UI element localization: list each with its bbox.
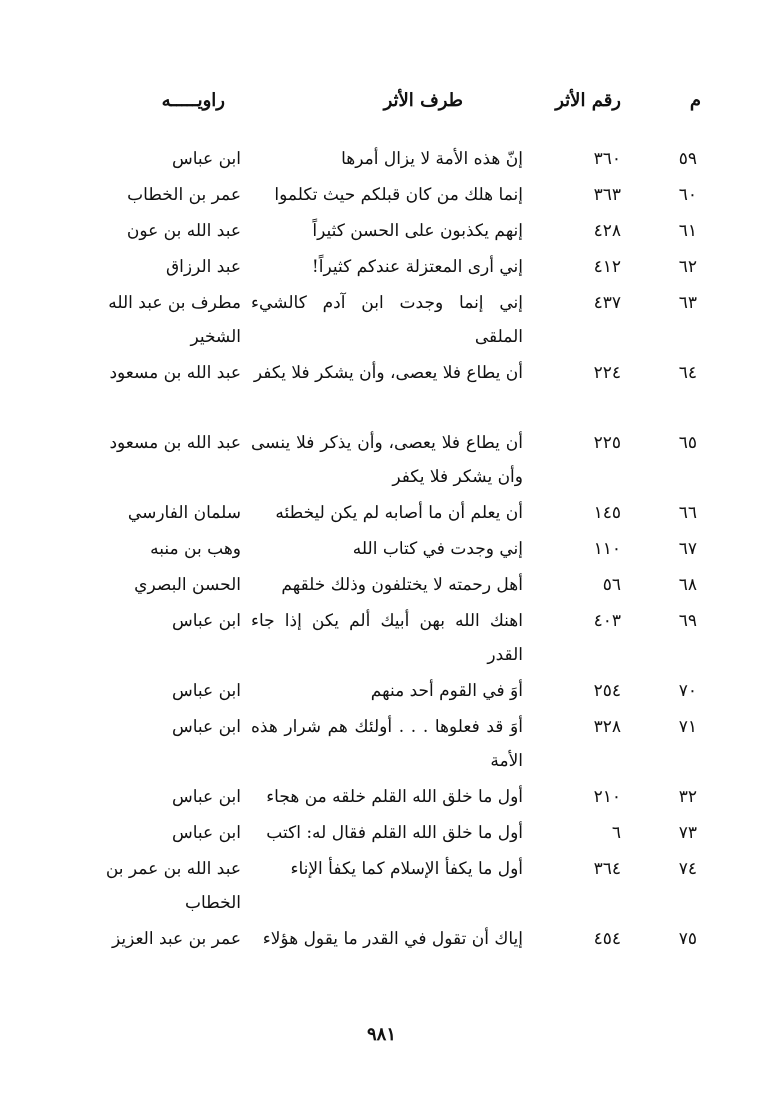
row-serial: ٦٦ bbox=[678, 503, 697, 523]
row-athar-number: ٦ bbox=[611, 823, 621, 843]
row-serial: ٦٥ bbox=[678, 433, 697, 453]
row-narrator: عبد الله بن مسعود bbox=[109, 363, 241, 383]
row-athar-text: اهنك الله بهن أبيك ألم يكن إذا جاء القدر bbox=[251, 611, 523, 665]
table-row bbox=[0, 142, 763, 178]
row-serial: ٧٣ bbox=[678, 823, 697, 843]
table-row bbox=[0, 674, 763, 710]
row-athar-text: إياك أن تقول في القدر ما يقول هؤلاء bbox=[262, 929, 523, 949]
row-narrator: عبد الله بن عمر بن الخطاب bbox=[105, 859, 241, 913]
row-athar-number: ٤٣٧ bbox=[593, 293, 621, 313]
row-serial: ٦٠ bbox=[678, 185, 697, 205]
row-athar-text: أول ما خلق الله القلم فقال له: اكتب bbox=[266, 823, 523, 843]
row-athar-text: أن يعلم أن ما أصابه لم يكن ليخطئه bbox=[275, 503, 523, 523]
row-narrator: سلمان الفارسي bbox=[127, 503, 241, 523]
row-athar-number: ١١٠ bbox=[593, 539, 621, 559]
row-athar-number: ٣٦٤ bbox=[593, 859, 621, 879]
row-athar-number: ١٤٥ bbox=[593, 503, 621, 523]
row-narrator: الحسن البصري bbox=[134, 575, 241, 595]
table-row bbox=[0, 816, 763, 852]
header-m: م bbox=[689, 90, 701, 111]
index-table bbox=[0, 142, 763, 992]
table-row bbox=[0, 286, 763, 356]
row-serial: ٧٤ bbox=[678, 859, 697, 879]
row-athar-text: أوَ في القوم أحد منهم bbox=[370, 681, 523, 701]
row-athar-text: إنهم يكذبون على الحسن كثيراً bbox=[312, 221, 523, 241]
row-serial: ٧١ bbox=[678, 717, 697, 737]
row-athar-text: أول ما خلق الله القلم خلقه من هجاء bbox=[266, 787, 523, 807]
row-serial: ٧٠ bbox=[678, 681, 697, 701]
table-row bbox=[0, 922, 763, 992]
row-narrator: مطرف بن عبد الله الشخير bbox=[108, 293, 241, 347]
header-athar-number: رقم الأثر bbox=[555, 90, 621, 111]
row-athar-text: إني إنما وجدت ابن آدم كالشيء الملقى bbox=[251, 293, 523, 347]
row-athar-number: ٤٥٤ bbox=[593, 929, 621, 949]
header-athar-text: طرف الأثر bbox=[383, 90, 463, 111]
table-row bbox=[0, 214, 763, 250]
table-row bbox=[0, 250, 763, 286]
table-row bbox=[0, 496, 763, 532]
row-athar-text: إنما هلك من كان قبلكم حيث تكلموا bbox=[274, 185, 523, 205]
row-serial: ٦٤ bbox=[678, 363, 697, 383]
table-row bbox=[0, 568, 763, 604]
row-serial: ٦٧ bbox=[678, 539, 697, 559]
header-narrator: راويـــــه bbox=[161, 90, 225, 111]
row-narrator: عمر بن الخطاب bbox=[127, 185, 241, 205]
row-athar-text: أن يطاع فلا يعصى، وأن يشكر فلا يكفر bbox=[253, 363, 523, 383]
table-row bbox=[0, 426, 763, 496]
row-narrator: ابن عباس bbox=[171, 681, 241, 701]
row-athar-number: ٢١٠ bbox=[593, 787, 621, 807]
row-narrator: عبد الله بن عون bbox=[126, 221, 241, 241]
row-narrator: عبد الرزاق bbox=[165, 257, 241, 277]
row-athar-number: ٣٦٣ bbox=[593, 185, 621, 205]
row-serial: ٦٩ bbox=[678, 611, 697, 631]
row-narrator: ابن عباس bbox=[171, 717, 241, 737]
row-athar-number: ٤٢٨ bbox=[593, 221, 621, 241]
row-athar-number: ٣٦٠ bbox=[593, 149, 621, 169]
row-athar-number: ٢٥٤ bbox=[593, 681, 621, 701]
row-athar-number: ٥٦ bbox=[602, 575, 621, 595]
row-athar-text: أن يطاع فلا يعصى، وأن يذكر فلا ينسى وأن يشكر فلا يكفر bbox=[251, 433, 523, 487]
row-athar-text: إنّ هذه الأمة لا يزال أمرها bbox=[341, 149, 523, 169]
row-athar-number: ٤٠٣ bbox=[593, 611, 621, 631]
row-serial: ٣٢ bbox=[678, 787, 697, 807]
row-serial: ٧٥ bbox=[678, 929, 697, 949]
row-narrator: ابن عباس bbox=[171, 823, 241, 843]
table-row bbox=[0, 532, 763, 568]
row-athar-number: ٢٢٥ bbox=[593, 433, 621, 453]
row-serial: ٦٣ bbox=[678, 293, 697, 313]
table-row bbox=[0, 178, 763, 214]
row-serial: ٥٩ bbox=[678, 149, 697, 169]
table-row bbox=[0, 604, 763, 674]
table-header bbox=[0, 90, 763, 122]
row-narrator: ابن عباس bbox=[171, 149, 241, 169]
row-athar-number: ٤١٢ bbox=[593, 257, 621, 277]
row-serial: ٦٢ bbox=[678, 257, 697, 277]
row-athar-text: إني وجدت في كتاب الله bbox=[352, 539, 523, 559]
table-row bbox=[0, 356, 763, 426]
row-athar-number: ٣٢٨ bbox=[593, 717, 621, 737]
row-athar-number: ٢٢٤ bbox=[593, 363, 621, 383]
row-narrator: ابن عباس bbox=[171, 611, 241, 631]
table-row bbox=[0, 780, 763, 816]
row-athar-text: أول ما يكفأ الإسلام كما يكفأ الإناء bbox=[290, 859, 523, 879]
row-serial: ٦٨ bbox=[678, 575, 697, 595]
table-row bbox=[0, 852, 763, 922]
row-athar-text: أوَ قد فعلوها . . . أولئك هم شرار هذه الأمة bbox=[251, 717, 523, 771]
row-narrator: وهب بن منبه bbox=[150, 539, 241, 559]
row-athar-text: إني أرى المعتزلة عندكم كثيراً! bbox=[311, 257, 523, 277]
row-narrator: ابن عباس bbox=[171, 787, 241, 807]
page-number: ٩٨١ bbox=[366, 1024, 396, 1045]
row-serial: ٦١ bbox=[678, 221, 697, 241]
row-athar-text: أهل رحمته لا يختلفون وذلك خلقهم bbox=[281, 575, 523, 595]
row-narrator: عبد الله بن مسعود bbox=[109, 433, 241, 453]
table-row bbox=[0, 710, 763, 780]
row-narrator: عمر بن عبد العزيز bbox=[111, 929, 241, 949]
